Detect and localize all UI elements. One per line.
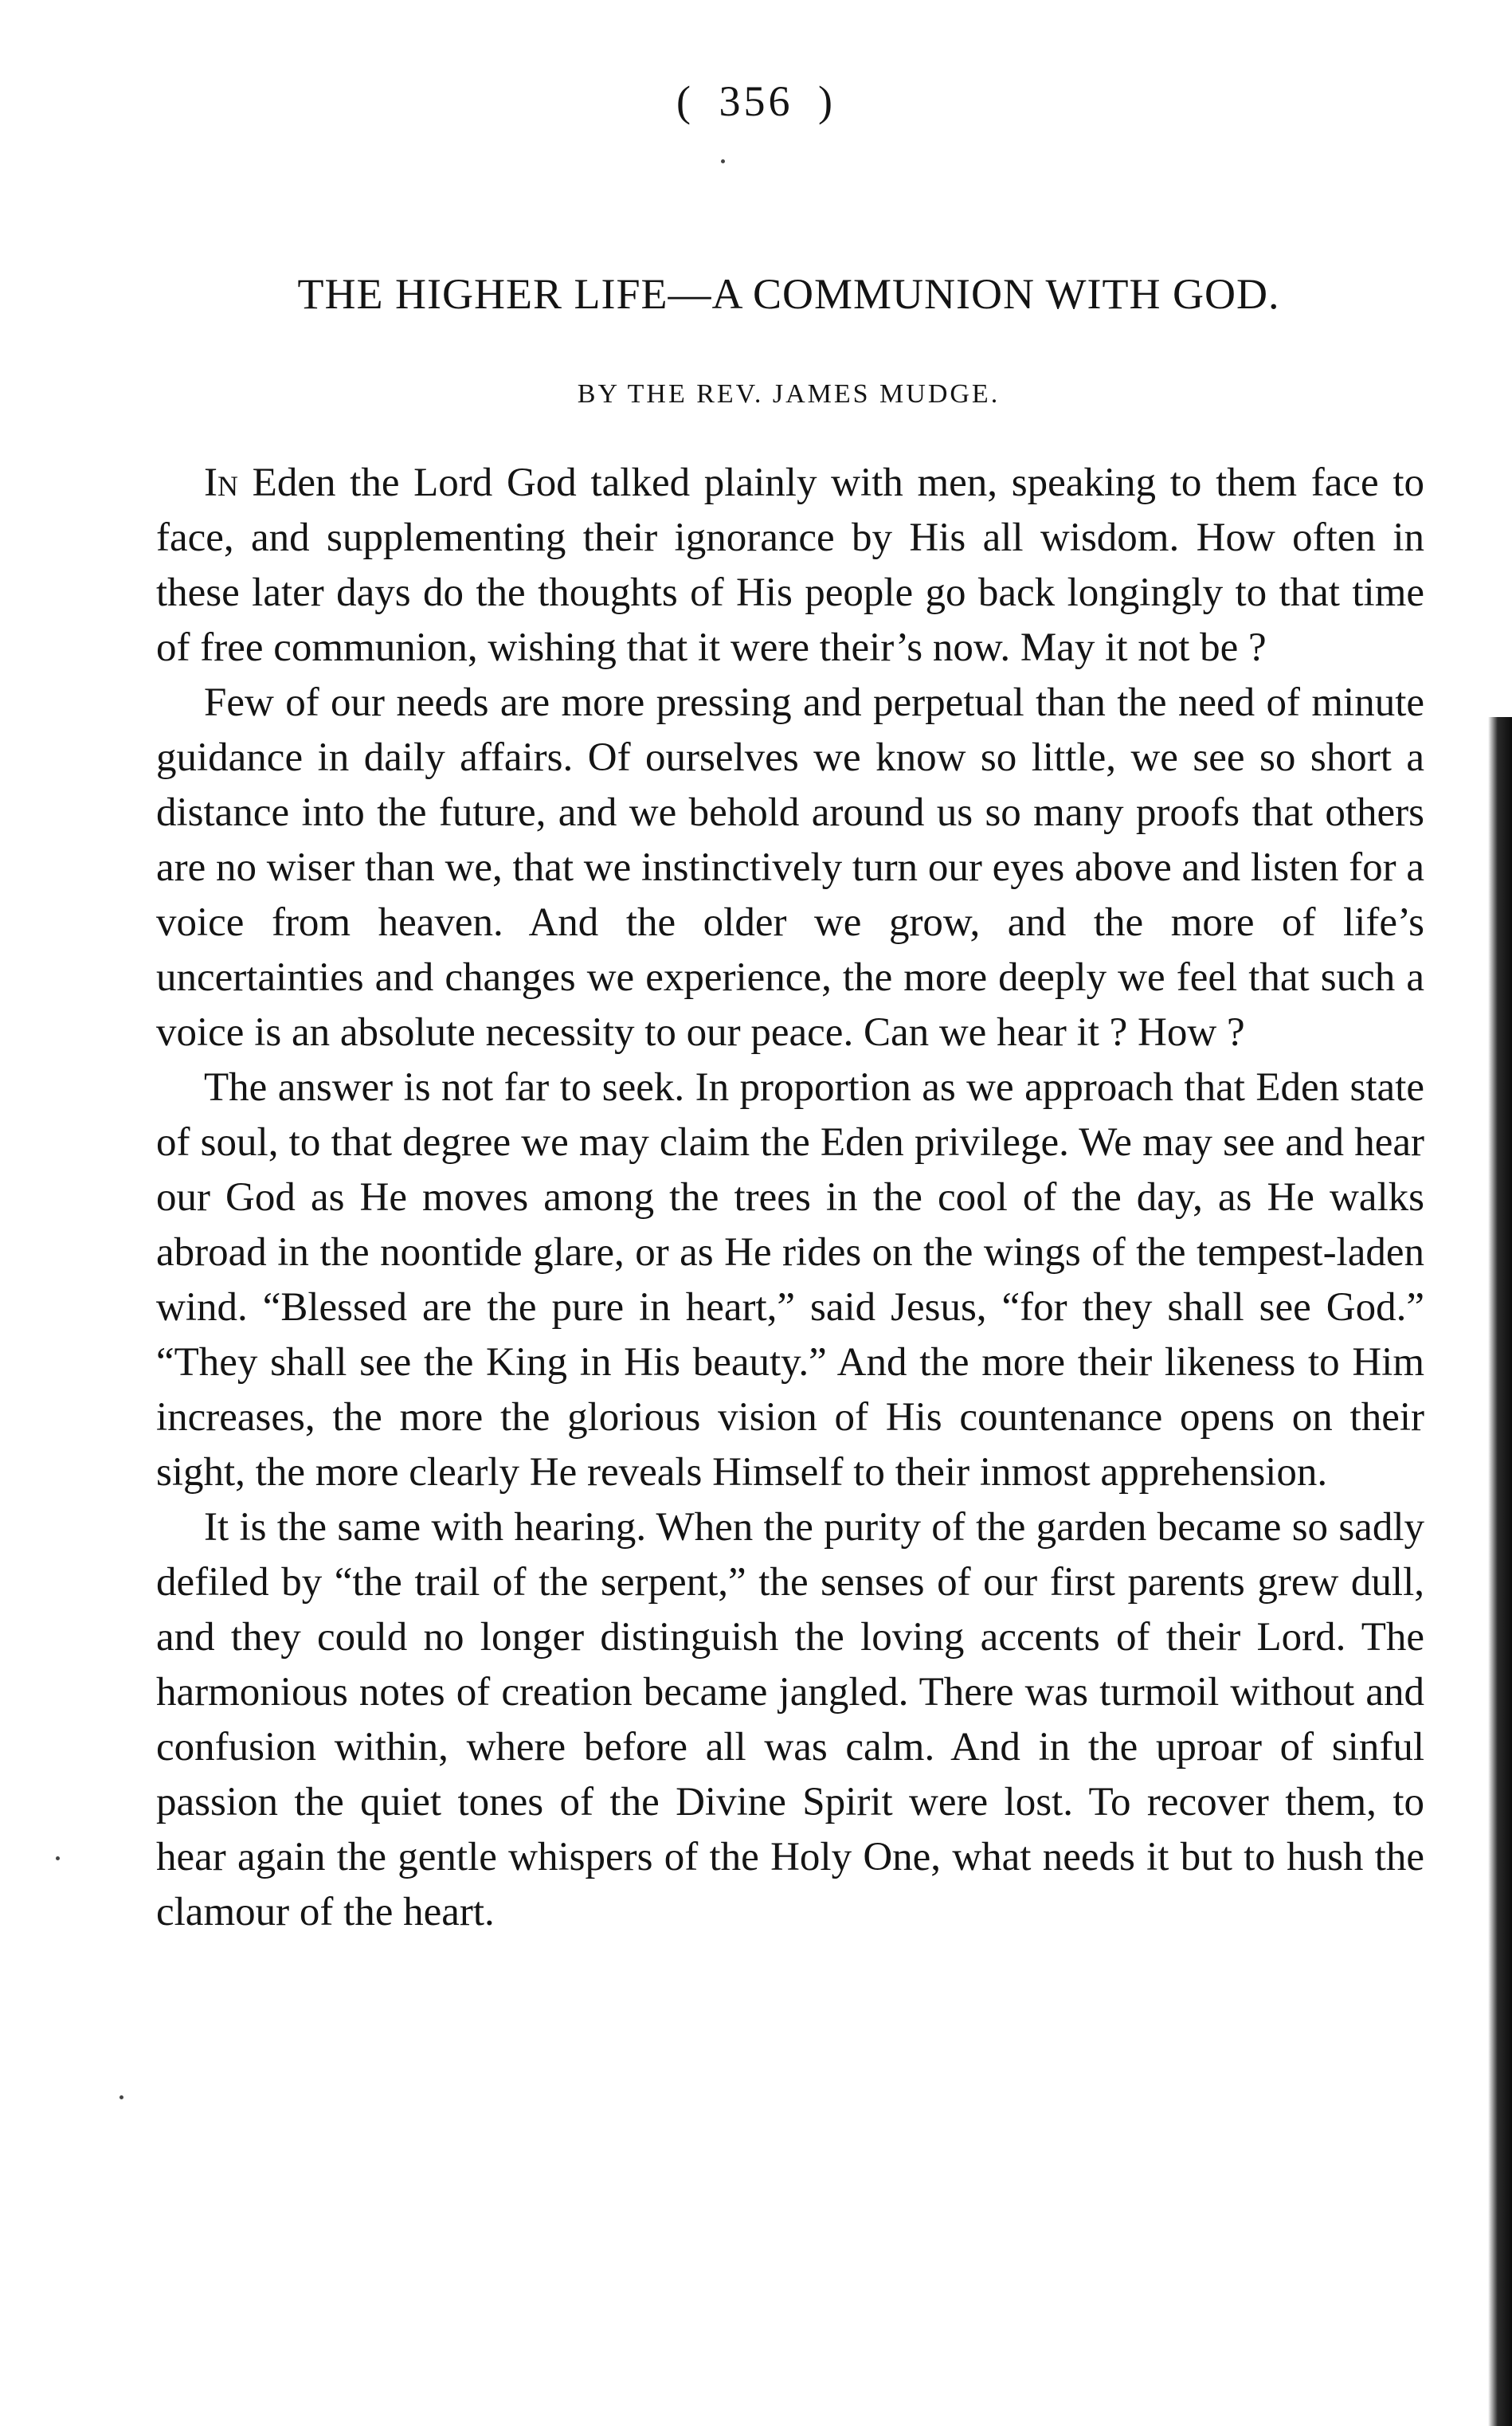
drop-word: In <box>204 461 238 505</box>
article-title: THE HIGHER LIFE—A COMMUNION WITH GOD. <box>297 270 1280 318</box>
paragraph-3: The answer is not far to seek. In proportion as we approach that Eden state of soul, to that degree we may claim the Eden privilege. We may see and hear our God as He moves among the trees in the cool of the day, as He walks abroad in the noontide glare, or as He rides on the wings of the tempest-laden wind. “Blessed are the pure in heart,” said Jesus, “for they shall see God.” “They shall see the King in His beauty.” And the more their likeness to Him increases, the more the glorious vision of His countenance opens on their sight, the more clearly He reveals Himself to their inmost apprehension. <box>156 1065 1424 1495</box>
paragraph-2: Few of our needs are more pressing and perpetual than the need of minute guidance in daily affairs. Of ourselves we know so little, we see so short a distance into the future, and we behold around us so many proofs that others are no wiser than we, that we instinctively turn our eyes above and listen for a voice from heaven. And the older we grow, and the more of life’s uncertainties and changes we experience, the more deeply we feel that such a voice is an absolute necessity to our peace. Can we hear it ? How ? <box>156 680 1424 1055</box>
print-speck <box>721 159 725 163</box>
page-number: ( 356 ) <box>676 77 836 125</box>
page-binding-shadow <box>1488 717 1512 2426</box>
article-body <box>156 456 1424 1940</box>
author-byline: BY THE REV. JAMES MUDGE. <box>577 379 1001 409</box>
print-speck <box>119 2095 123 2099</box>
print-speck <box>56 1856 60 1860</box>
paragraph-1 <box>156 456 1424 676</box>
paragraph-4: It is the same with hearing. When the purity of the garden became so sadly defiled by “the trail of the serpent,” the senses of our first parents grew dull, and they could no longer distinguish the loving accents of their Lord. The harmonious notes of creation became jangled. There was turmoil without and confusion within, where before all was calm. And in the uproar of sinful passion the quiet tones of the Divine Spirit were lost. To recover them, to hear again the gentle whispers of the Holy One, what needs it but to hush the clamour of the heart. <box>156 1505 1424 1934</box>
paragraph-1-text: Eden the Lord God talked plainly with men, speaking to them face to face, and supplementing their ignorance by His all wisdom. How often in these later days do the thoughts of His people go back longingly to that time of free communion, wishing that it were their’s now. May it not be ? <box>156 461 1424 670</box>
